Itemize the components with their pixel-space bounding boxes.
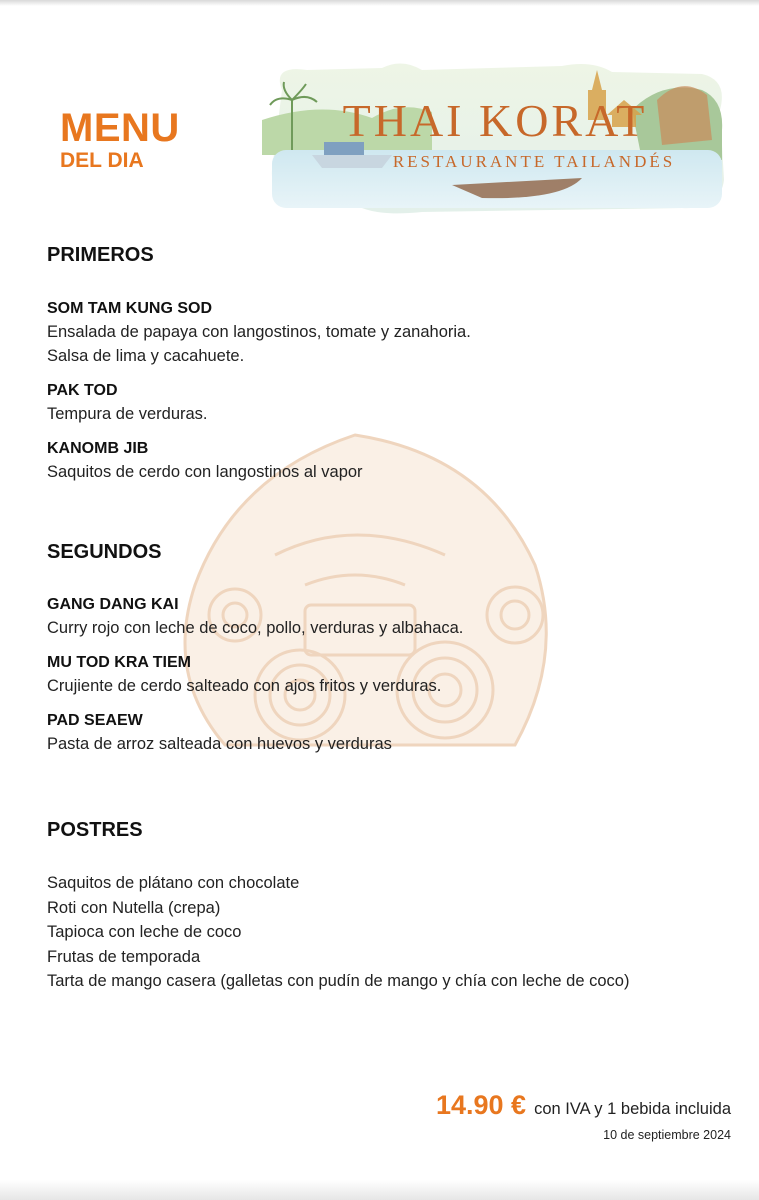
dish-name: PAD SEAEW xyxy=(47,712,143,729)
dish-pak-tod xyxy=(47,380,208,426)
dish-description: Salsa de lima y cacahuete. xyxy=(47,347,245,365)
page-bottom-shadow xyxy=(0,1180,759,1200)
dish-gang-dang-kai xyxy=(47,594,463,640)
menu-date: 10 de septiembre 2024 xyxy=(603,1128,731,1142)
dish-kanomb-jib xyxy=(47,438,363,484)
dish-description: Curry rojo con leche de coco, pollo, verduras y albahaca. xyxy=(47,619,464,637)
dish-description: Tempura de verduras. xyxy=(47,405,208,423)
logo-text xyxy=(262,95,728,172)
list-item: Tarta de mango casera (galletas con pudín de mango y chía con leche de coco) xyxy=(47,972,630,990)
dessert-list xyxy=(47,871,629,994)
dish-pad-seaew xyxy=(47,710,392,756)
dish-name: KANOMB JIB xyxy=(47,440,149,457)
dish-description: Pasta de arroz salteada con huevos y verduras xyxy=(47,735,392,753)
restaurant-logo xyxy=(262,60,728,215)
dish-description: Saquitos de cerdo con langostinos al vapor xyxy=(47,463,363,481)
dish-description: Crujiente de cerdo salteado con ajos fritos y verduras. xyxy=(47,677,442,695)
dish-name: PAK TOD xyxy=(47,382,118,399)
list-item: Frutas de temporada xyxy=(47,947,201,966)
section-title-postres: POSTRES xyxy=(47,819,143,841)
dish-name: GANG DANG KAI xyxy=(47,596,179,613)
list-item: Saquitos de plátano con chocolate xyxy=(47,874,300,892)
price-line xyxy=(436,1090,731,1121)
dish-som-tam-kung-sod xyxy=(47,298,471,368)
dish-name: SOM TAM KUNG SOD xyxy=(47,300,213,317)
menu-sub: DEL DIA xyxy=(60,149,144,172)
dish-mu-tod-kra-tiem xyxy=(47,652,441,698)
dish-name: MU TOD KRA TIEM xyxy=(47,654,191,671)
price-note: con IVA y 1 bebida incluida xyxy=(534,1100,731,1118)
logo-name: THAI KORAT xyxy=(342,95,648,146)
section-title-segundos: SEGUNDOS xyxy=(47,541,162,563)
dish-description: Ensalada de papaya con langostinos, tomate y zanahoria. xyxy=(47,323,471,341)
menu-word: MENU xyxy=(60,106,180,150)
logo-subtitle: RESTAURANTE TAILANDÉS xyxy=(392,152,676,171)
section-title-primeros: PRIMEROS xyxy=(47,244,154,266)
menu-price: 14.90 € xyxy=(435,1090,527,1120)
page-top-shadow xyxy=(0,0,759,6)
list-item: Roti con Nutella (crepa) xyxy=(47,898,221,917)
list-item: Tapioca con leche de coco xyxy=(47,923,242,941)
menu-del-dia-title xyxy=(60,108,180,171)
